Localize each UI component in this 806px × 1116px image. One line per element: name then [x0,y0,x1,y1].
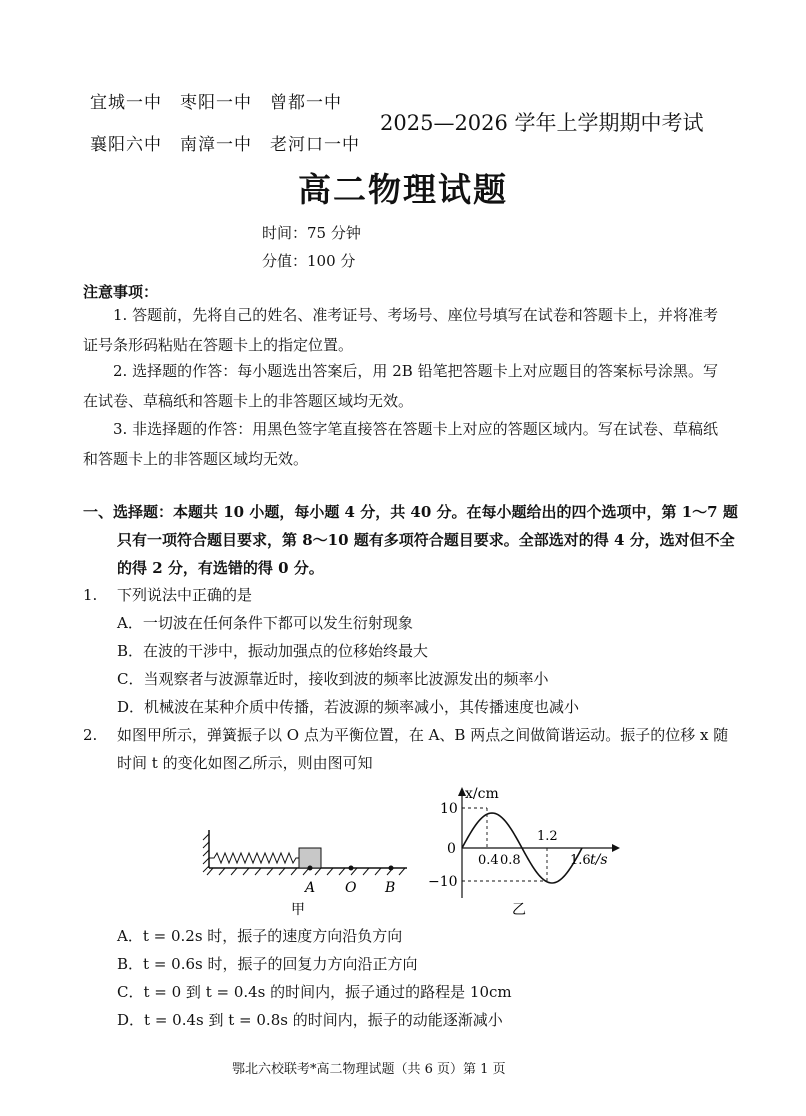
exam-time: 时间：75 分钟 [262,224,361,242]
figure-spring-oscillator [195,820,420,920]
q1-option-d: D．机械波在某种介质中传播，若波源的频率减小，其传播速度也减小 [117,698,580,716]
label-o: O [345,880,357,896]
exam-score: 分值：100 分 [262,252,356,270]
section-1-line-1: 一、选择题：本题共 10 小题，每小题 4 分，共 40 分。在每小题给出的四个选项中，第 1～7 题 [83,503,738,521]
point-b-dot [389,866,394,871]
oscillator-block [299,848,321,868]
q2-option-c: C．t = 0 到 t = 0.4s 的时间内，振子通过的路程是 10cm [117,983,512,1001]
notice-heading: 注意事项： [83,283,159,301]
q2-stem-line-1: 如图甲所示，弹簧振子以 O 点为平衡位置，在 A、B 两点之间做简谐运动。振子的位移 x 随 [117,726,729,744]
figure-xt-graph [420,778,630,920]
t-axis-arrow [612,844,620,852]
notice-item-1: 1. 答题前，先将自己的姓名、准考证号、考场号、座位号填写在试卷和答题卡上，并将准考证号条形码粘贴在答题卡上的指定位置。 [83,306,718,354]
q1-option-a: A．一切波在任何条件下都可以发生衍射现象 [117,614,413,632]
q1-number: 1. [83,586,98,604]
y-tick-neg-10: −10 [428,874,458,890]
t-tick-1-2: 1.2 [537,829,558,844]
t-axis-label: t/s [590,852,608,868]
floor-hatch [207,868,405,875]
point-o-dot [349,866,354,871]
notice-item-2: 2. 选择题的作答：每小题选出答案后，用 2B 铅笔把答题卡上对应题目的答案标号涂黑。写在试卷、草稿纸和答题卡上的非答题区域均无效。 [83,362,718,410]
q2-option-d: D．t = 0.4s 到 t = 0.8s 的时间内，振子的动能逐渐减小 [117,1011,503,1029]
section-1-line-3: 的得 2 分，有选错的得 0 分。 [117,559,324,577]
schools-row-2: 襄阳六中 南漳一中 老河口一中 [90,135,360,155]
q2-option-b: B．t = 0.6s 时，振子的回复力方向沿正方向 [117,955,418,973]
q1-stem: 下列说法中正确的是 [117,586,253,604]
q2-number: 2. [83,726,98,744]
t-tick-0-8: 0.8 [500,853,521,868]
label-b: B [385,880,396,896]
figure-yi-caption: 乙 [512,902,526,918]
q2-option-a: A．t = 0.2s 时，振子的速度方向沿负方向 [117,927,403,945]
figure-jia-caption: 甲 [291,902,305,918]
notice-item-3: 3. 非选择题的作答：用黑色签字笔直接答在答题卡上对应的答题区域内。写在试卷、草稿纸和答题卡上的非答题区域均无效。 [83,420,718,468]
y-tick-0: 0 [447,841,456,857]
q2-stem-line-2: 时间 t 的变化如图乙所示，则由图可知 [117,754,373,772]
t-tick-1-6: 1.6 [570,853,591,868]
wall-hatch [203,834,209,872]
schools-row-1: 宜城一中 枣阳一中 曾都一中 [90,93,342,113]
spring [209,853,299,863]
q1-option-b: B．在波的干涉中，振动加强点的位移始终最大 [117,642,429,660]
section-1-line-2: 只有一项符合题目要求，第 8～10 题有多项符合题目要求。全部选对的得 4 分，选对但不全 [117,531,735,549]
page-footer: 鄂北六校联考*高二物理试题（共 6 页）第 1 页 [232,1062,506,1077]
page-title: 高二物理试题 [298,170,508,209]
exam-term: 2025—2026 学年上学期期中考试 [380,111,704,135]
y-axis-label: x/cm [465,786,499,802]
label-a: A [305,880,316,896]
t-tick-0-4: 0.4 [478,853,499,868]
y-tick-10: 10 [440,801,458,817]
q1-option-c: C．当观察者与波源靠近时，接收到波的频率比波源发出的频率小 [117,670,549,688]
point-a-dot [308,866,313,871]
